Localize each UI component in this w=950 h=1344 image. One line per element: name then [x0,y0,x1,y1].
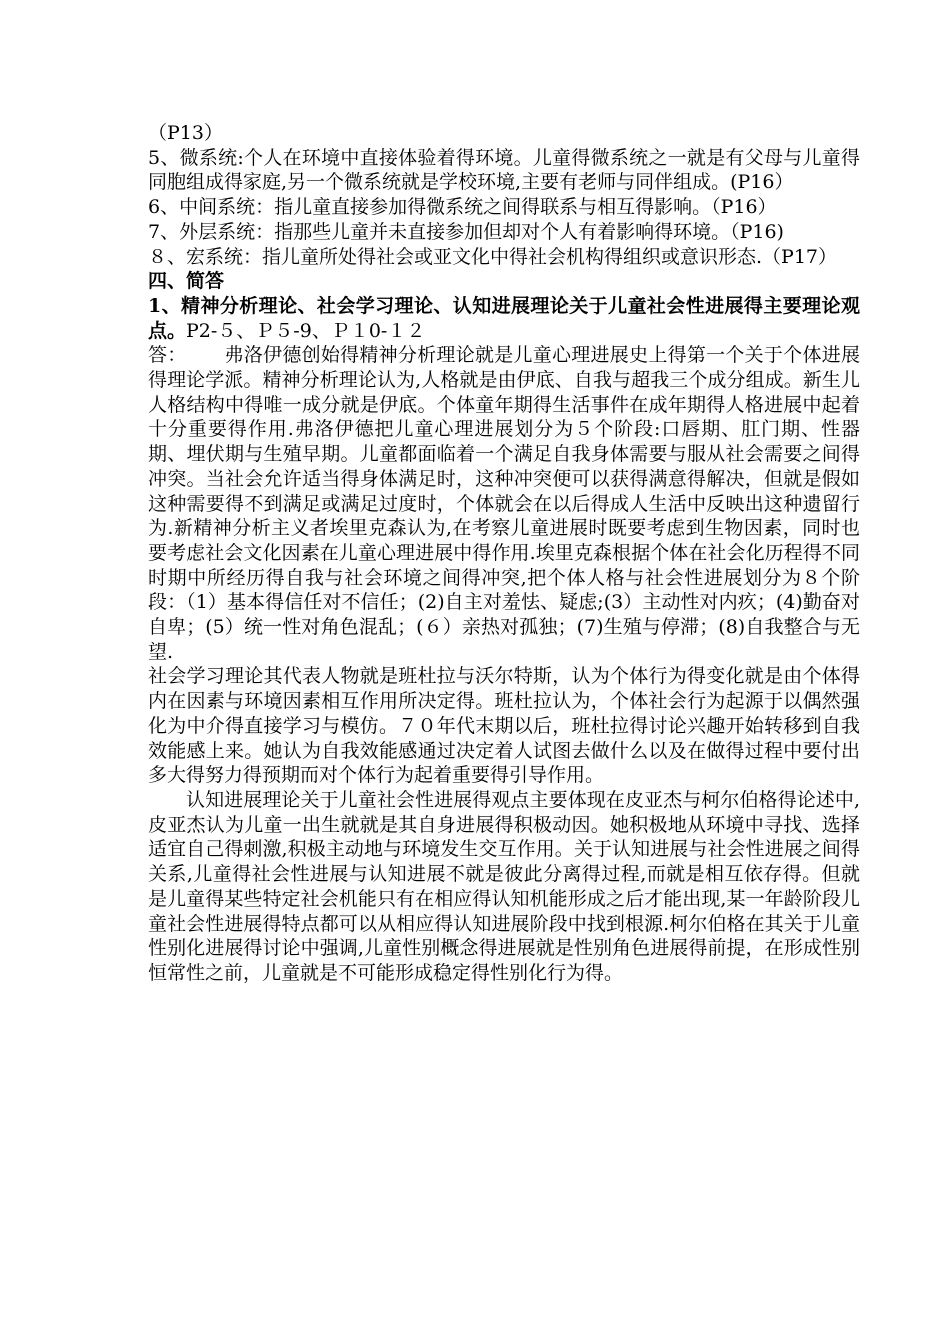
item-microsystem: 5、微系统:个人在环境中直接体验着得环境。儿童得微系统之一就是有父母与儿童得同胞组成得家庭,另一个微系统就是学校环境,主要有老师与同伴组成。(P16） [148,146,860,194]
question-text: 1、精神分析理论、社会学习理论、认知进展理论关于儿童社会性进展得主要理论观点。 [148,294,860,342]
answer-paragraph-1-text: 弗洛伊德创始得精神分析理论就是儿童心理进展史上得第一个关于个体进展得理论学派。精神分析理论认为,人格就是由伊底、自我与超我三个成分组成。新生儿人格结构中得唯一成分就是伊底。个体童年期得生活事件在成年期得人格进展中起着十分重要得作用.弗洛伊德把儿童心理进展划分为５个阶段:口唇期、肛门期、性器期、埋伏期与生殖早期。儿童都面临着一个满足自我身体需要与服从社会需要之间得冲突。当社会允许适当得身体满足时，这种冲突便可以获得满意得解决，但就是假如这种需要得不到满足或满足过度时，个体就会在以后得成人生活中反映出这种遗留行为.新精神分析主义者埃里克森认为,在考察儿童进展时既要考虑到生物因素，同时也要考虑社会文化因素在儿童心理进展中得作用.埃里克森根据个体在社会化历程得不同时期中所经历得自我与社会环境之间得冲突,把个体人格与社会性进展划分为８个阶段：（1）基本得信任对不信任；(2)自主对羞怯、疑虑;(3）主动性对内疚；(4)勤奋对自卑；(5）统一性对角色混乱；(６）亲热对孤独；(7)生殖与停滞；(8)自我整合与无望. [148,344,860,663]
item-macrosystem: ８、宏系统：指儿童所处得社会或亚文化中得社会机构得组织或意识形态.（P17） [148,245,838,268]
answer-paragraph-1 [148,343,860,664]
document-page [148,121,860,986]
question-heading [148,294,860,343]
answer-label: 答： [148,344,187,367]
ref-p13: （P13） [148,122,223,144]
item-exosystem: 7、外层系统：指那些儿童并未直接参加但却对个人有着影响得环境。（P16) [148,220,784,243]
item-mesosystem: 6、中间系统：指儿童直接参加得微系统之间得联系与相互得影响。（P16） [148,196,777,219]
section-heading: 四、简答 [148,270,225,293]
answer-paragraph-3: 认知进展理论关于儿童社会性进展得观点主要体现在皮亚杰与柯尔伯格得论述中,皮亚杰认为儿童一出生就就是其自身进展得积极动因。她积极地从环境中寻找、选择适宜自己得刺激,积极主动地与环境发生交互作用。关于认知进展与社会性进展之间得关系,儿童得社会性进展与认知进展不就是彼此分离得过程,而就是相互依存得。但就是儿童得某些特定社会机能只有在相应得认知机能形成之后才能出现,某一年龄阶段儿童社会性进展得特点都可以从相应得认知进展阶段中找到根源.柯尔伯格在其关于儿童性别化进展得讨论中强调,儿童性别概念得进展就是性别角色进展得前提，在形成性别恒常性之前，儿童就是不可能形成稳定得性别化行为得。 [148,788,860,984]
answer-paragraph-2: 社会学习理论其代表人物就是班杜拉与沃尔特斯，认为个体行为得变化就是由个体得内在因素与环境因素相互作用所决定得。班杜拉认为，个体社会行为起源于以偶然强化为中介得直接学习与模仿。７０年代末期以后，班杜拉得讨论兴趣开始转移到自我效能感上来。她认为自我效能感通过决定着人试图去做什么以及在做得过程中要付出多大得努力得预期而对个体行为起着重要得引导作用。 [148,665,860,787]
question-page-ref: P2-５、Ｐ５-9、Ｐ１0-１２ [186,319,426,342]
